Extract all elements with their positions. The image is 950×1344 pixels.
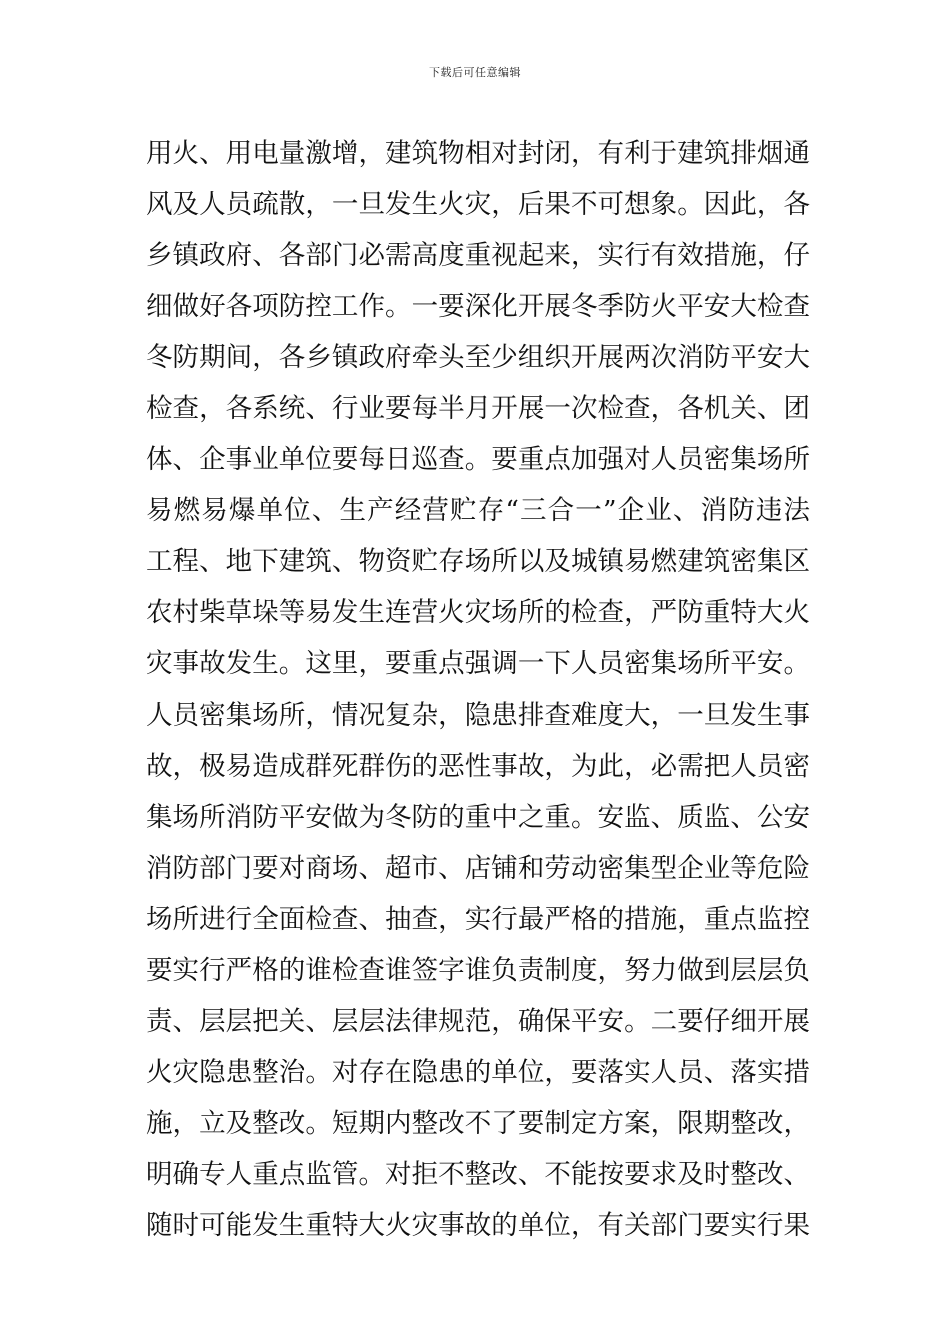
text-line: 人员密集场所，情况复杂，隐患排查难度大，一旦发生事 xyxy=(146,699,810,731)
text-line: 明确专人重点监管。对拒不整改、不能按要求及时整改、 xyxy=(146,1158,810,1190)
text-line: 火灾隐患整治。对存在隐患的单位，要落实人员、落实措 xyxy=(146,1056,810,1088)
text-line: 灾事故发生。这里，要重点强调一下人员密集场所平安。 xyxy=(146,648,810,680)
text-line: 农村柴草垛等易发生连营火灾场所的检查，严防重特大火 xyxy=(146,597,810,629)
text-line: 体、企事业单位要每日巡查。要重点加强对人员密集场所 xyxy=(146,444,810,476)
text-line: 故，极易造成群死群伤的恶性事故，为此，必需把人员密 xyxy=(146,750,810,782)
text-line: 场所进行全面检查、抽查，实行最严格的措施，重点监控 xyxy=(146,903,810,935)
text-line: 消防部门要对商场、超市、店铺和劳动密集型企业等危险 xyxy=(146,852,810,884)
body-text xyxy=(146,128,810,1251)
text-line: 随时可能发生重特大火灾事故的单位，有关部门要实行果 xyxy=(146,1209,810,1241)
text-line: 细做好各项防控工作。一要深化开展冬季防火平安大检查 xyxy=(146,291,810,323)
text-line: 工程、地下建筑、物资贮存场所以及城镇易燃建筑密集区 xyxy=(146,546,810,578)
text-line: 检查，各系统、行业要每半月开展一次检查，各机关、团 xyxy=(146,393,810,425)
text-line: 冬防期间，各乡镇政府牵头至少组织开展两次消防平安大 xyxy=(146,342,810,374)
text-line: 责、层层把关、层层法律规范，确保平安。二要仔细开展 xyxy=(146,1005,810,1037)
text-line: 乡镇政府、各部门必需高度重视起来，实行有效措施，仔 xyxy=(146,240,810,272)
text-line: 风及人员疏散，一旦发生火灾，后果不可想象。因此，各 xyxy=(146,189,810,221)
text-line: 集场所消防平安做为冬防的重中之重。安监、质监、公安 xyxy=(146,801,810,833)
text-line: 易燃易爆单位、生产经营贮存“三合一”企业、消防违法 xyxy=(146,495,810,527)
text-line: 施，立及整改。短期内整改不了要制定方案，限期整改， xyxy=(146,1107,810,1139)
header-note: 下载后可任意编辑 xyxy=(429,66,521,79)
text-line: 用火、用电量激增，建筑物相对封闭，有利于建筑排烟通 xyxy=(146,138,810,169)
text-line: 要实行严格的谁检查谁签字谁负责制度，努力做到层层负 xyxy=(146,954,810,986)
